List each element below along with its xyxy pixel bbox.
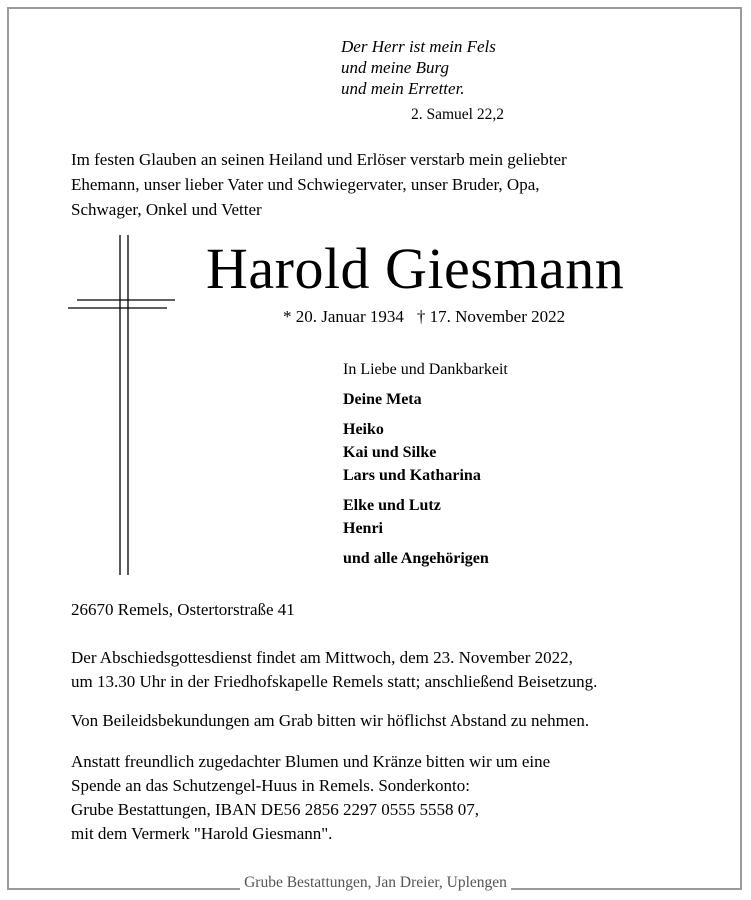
intro-line: Ehemann, unser lieber Vater und Schwiegervater, unser Bruder, Opa, [71,175,540,194]
verse-line: Der Herr ist mein Fels [341,37,496,56]
service-line: um 13.30 Uhr in der Friedhofskapelle Remels statt; anschließend Beisetzung. [71,672,598,691]
donation-line: Anstatt freundlich zugedachter Blumen und Kränze bitten wir um eine [71,752,551,771]
mourners-intro: In Liebe und Dankbarkeit [343,361,508,378]
home-address [71,598,295,622]
verse-line: und mein Erretter. [341,79,465,98]
donation-line: Grube Bestattungen, IBAN DE56 2856 2297 0555 5558 07, [71,800,479,819]
address-line: 26670 Remels, Ostertorstraße 41 [71,600,295,619]
birth-date: * 20. Januar 1934 [283,307,404,326]
service-line: Der Abschiedsgottesdienst findet am Mittwoch, dem 23. November 2022, [71,648,573,667]
donation-info [71,750,550,846]
donation-line: Spende an das Schutzengel-Huus in Remels. Sonderkonto: [71,776,470,795]
cross-icon [68,235,178,575]
mourner-name: Henri [343,520,383,537]
condolence-note [71,709,589,733]
mourner-name: Lars und Katharina [343,467,481,484]
verse-reference: 2. Samuel 22,2 [411,106,504,123]
bible-verse [341,36,496,99]
funeral-home-footer [0,874,751,892]
life-dates [283,307,565,327]
intro-line: Schwager, Onkel und Vetter [71,200,262,219]
deceased-name: Harold Giesmann [206,236,625,301]
death-date: † 17. November 2022 [416,307,566,326]
mourners-list [343,358,508,570]
mourner-name: Elke und Lutz [343,497,441,514]
service-info [71,646,597,694]
footer-text: Grube Bestattungen, Jan Dreier, Uplengen [240,874,511,891]
mourner-name: Deine Meta [343,391,422,408]
mourner-name: Heiko [343,421,384,438]
intro-line: Im festen Glauben an seinen Heiland und Erlöser verstarb mein geliebter [71,150,567,169]
donation-line: mit dem Vermerk "Harold Giesmann". [71,824,333,843]
verse-line: und meine Burg [341,58,449,77]
mourner-closing: und alle Angehörigen [343,550,489,567]
mourner-name: Kai und Silke [343,444,437,461]
intro-text [71,147,691,222]
condolence-line: Von Beileidsbekundungen am Grab bitten wir höflichst Abstand zu nehmen. [71,711,590,730]
